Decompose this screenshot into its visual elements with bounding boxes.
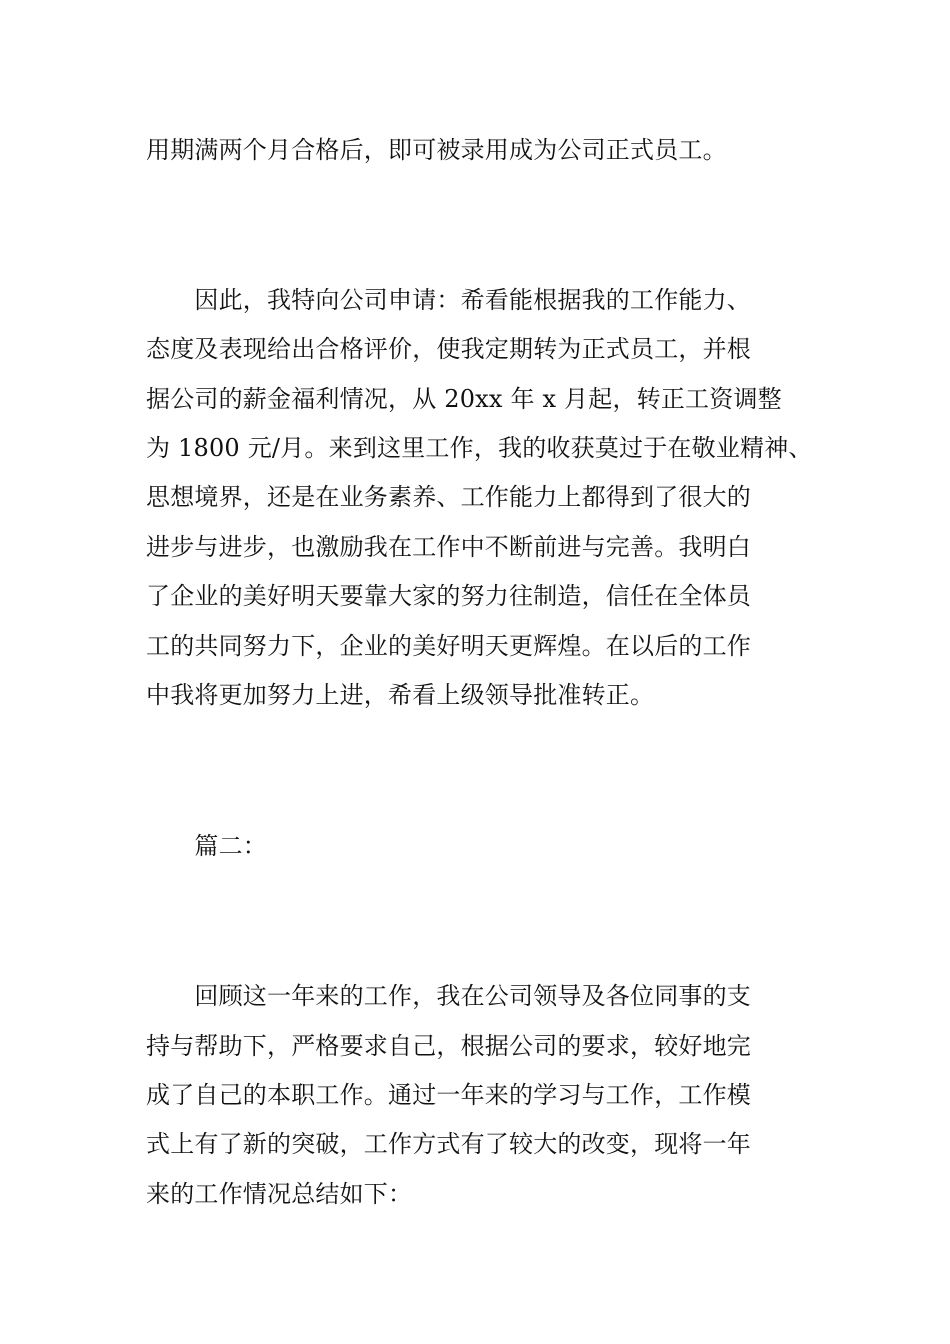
paragraph-1-line-1: 用期满两个月合格后，即可被录用成为公司正式员工。 (146, 136, 727, 164)
paragraph-2-line-3: 据公司的薪金福利情况，从 20xx 年 x 月起，转正工资调整 (146, 385, 782, 413)
paragraph-3-line-2: 持与帮助下，严格要求自己，根据公司的要求，较好地完 (146, 1032, 751, 1060)
section-heading: 篇二： (146, 832, 267, 860)
paragraph-2-line-4: 为 1800 元/月。来到这里工作，我的收获莫过于在敬业精神、 (146, 434, 813, 462)
paragraph-2-line-2: 态度及表现给出合格评价，使我定期转为正式员工，并根 (146, 335, 751, 363)
paragraph-2-line-6: 进步与进步，也激励我在工作中不断前进与完善。我明白 (146, 533, 751, 561)
paragraph-2-line-8: 工的共同努力下，企业的美好明天更辉煌。在以后的工作 (146, 632, 751, 660)
paragraph-2-line-9: 中我将更加努力上进，希看上级领导批准转正。 (146, 681, 655, 709)
paragraph-2-line-7: 了企业的美好明天要靠大家的努力往制造，信任在全体员 (146, 582, 751, 610)
paragraph-2-line-1: 因此，我特向公司申请：希看能根据我的工作能力、 (146, 286, 751, 314)
paragraph-3-line-4: 式上有了新的突破，工作方式有了较大的改变，现将一年 (146, 1130, 751, 1158)
paragraph-3-line-5: 来的工作情况总结如下： (146, 1180, 413, 1208)
paragraph-3-line-1: 回顾这一年来的工作，我在公司领导及各位同事的支 (146, 982, 751, 1010)
paragraph-2-line-5: 思想境界，还是在业务素养、工作能力上都得到了很大的 (146, 483, 751, 511)
paragraph-3-line-3: 成了自己的本职工作。通过一年来的学习与工作，工作模 (146, 1081, 751, 1109)
